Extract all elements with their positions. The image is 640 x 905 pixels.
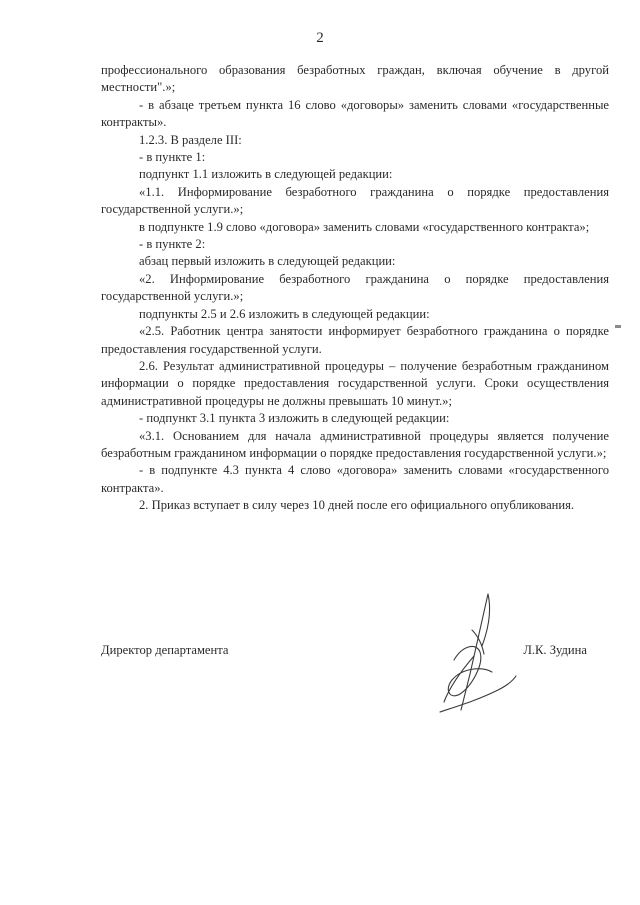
paragraph: в подпункте 1.9 слово «договора» заменить словами «государственного контракта»; (139, 219, 590, 234)
paragraph: - в подпункте 4.3 пункта 4 слово «договора» заменить словами «государственного контракта». (101, 463, 609, 495)
signer-title: Директор департамента (101, 643, 229, 657)
paragraph: «1.1. Информирование безработного гражданина о порядке предоставления государственной услуги.»; (101, 184, 609, 217)
paragraph: «2. Информирование безработного гражданина о порядке предоставления государственной услуги.»; (101, 271, 609, 304)
paragraph: абзац первый изложить в следующей редакции: (139, 254, 396, 269)
scan-artifact (615, 325, 621, 328)
paragraph: подпункт 1.1 изложить в следующей редакции: (139, 167, 393, 182)
paragraph: - в пункте 2: (139, 237, 206, 252)
paragraph: «2.5. Работник центра занятости информирует безработного гражданина о порядке предоставления государственной услуги. (101, 324, 609, 356)
paragraph: профессионального образования безработных граждан, включая обучение в другой местности".»; (101, 63, 609, 95)
handwritten-signature (432, 590, 522, 725)
paragraph: - подпункт 3.1 пункта 3 изложить в следующей редакции: (139, 411, 450, 426)
document-body (101, 62, 609, 515)
paragraph: 2. Приказ вступает в силу через 10 дней после его официального опубликования. (139, 498, 575, 513)
paragraph: - в абзаце третьем пункта 16 слово «договоры» заменить словами «государственные контракты». (101, 97, 609, 130)
paragraph: «3.1. Основанием для начала административной процедуры является получение безработным гражданином информации о порядке предоставления государственной услуги.»; (101, 428, 609, 460)
page-number: 2 (316, 30, 324, 46)
paragraph: 2.6. Результат административной процедуры – получение безработным гражданином информации о порядке предоставления государственной услуги. Сроки осуществления административной процедуры не должны превышать 10 минут.»; (101, 358, 609, 408)
paragraph: подпункты 2.5 и 2.6 изложить в следующей редакции: (139, 306, 430, 321)
paragraph: - в пункте 1: (139, 150, 206, 165)
paragraph: 1.2.3. В разделе III: (139, 132, 242, 147)
signer-name: Л.К. Зудина (523, 643, 587, 657)
